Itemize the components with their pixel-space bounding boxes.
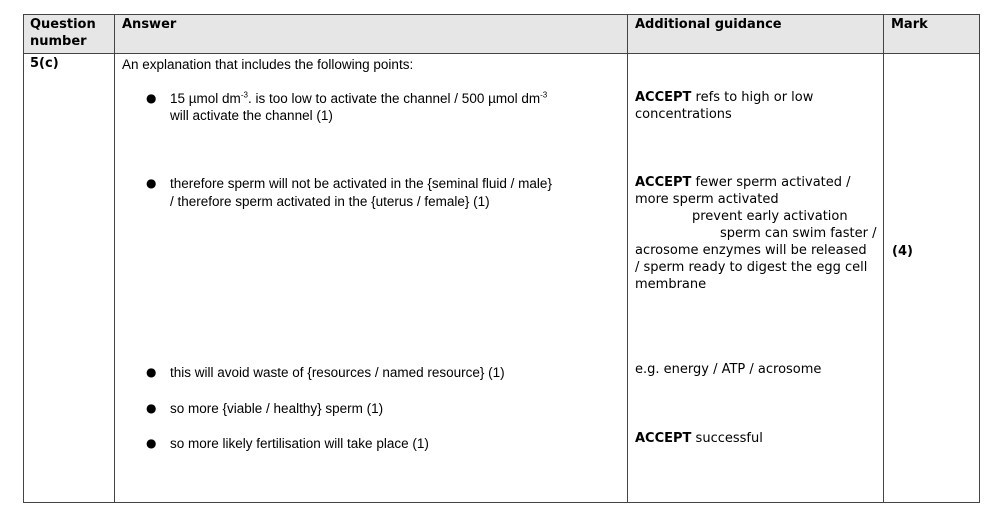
answer-point-2-line2: / therefore sperm activated in the {uterus / female} (1): [170, 194, 490, 209]
bullet-icon: ●: [146, 365, 157, 379]
guidance-2-line7: membrane: [635, 277, 707, 292]
answer-point-5: so more likely fertilisation will take place (1): [170, 436, 429, 451]
guidance-2-line2: more sperm activated: [635, 192, 779, 207]
bullet-icon: ●: [146, 436, 157, 450]
answer-intro: An explanation that includes the following points:: [122, 57, 414, 72]
bullet-icon: ●: [146, 91, 157, 105]
answer-point-4: so more {viable / healthy} sperm (1): [170, 401, 384, 416]
guidance-1-line1: ACCEPT refs to high or low: [635, 90, 814, 105]
mark-value: (4): [892, 244, 913, 259]
header-row: [24, 15, 980, 54]
mark-scheme-table: [23, 14, 980, 503]
guidance-4: ACCEPT successful: [635, 431, 763, 446]
header-mark: Mark: [884, 15, 980, 54]
guidance-2-line3: prevent early activation: [692, 209, 848, 224]
bullet-icon: ●: [146, 176, 157, 190]
question-row: [24, 54, 980, 503]
guidance-3: e.g. energy / ATP / acrosome: [635, 362, 822, 377]
header-question-number: Question number: [24, 15, 115, 54]
bullet-icon: ●: [146, 401, 157, 415]
guidance-1-line2: concentrations: [635, 107, 732, 122]
guidance-cell: [628, 54, 884, 503]
mark-cell: [884, 54, 980, 503]
answer-cell: [115, 54, 628, 503]
guidance-2-line6: / sperm ready to digest the egg cell: [635, 260, 868, 275]
header-answer: Answer: [115, 15, 628, 54]
answer-point-1-line2: will activate the channel (1): [170, 108, 333, 123]
question-number: 5(c): [24, 54, 115, 503]
guidance-2-line5: acrosome enzymes will be released: [635, 243, 867, 258]
header-additional-guidance: Additional guidance: [628, 15, 884, 54]
guidance-2-line1: ACCEPT fewer sperm activated /: [635, 175, 851, 190]
guidance-2-line4: sperm can swim faster /: [720, 226, 877, 241]
answer-point-2-line1: therefore sperm will not be activated in the {seminal fluid / male}: [170, 176, 552, 191]
answer-point-3: this will avoid waste of {resources / named resource} (1): [170, 365, 505, 380]
answer-point-1-line1: 15 µmol $dm^{-3}$. is too low to activate the channel / 500 µmol $dm^{-3}$: [170, 90, 548, 106]
